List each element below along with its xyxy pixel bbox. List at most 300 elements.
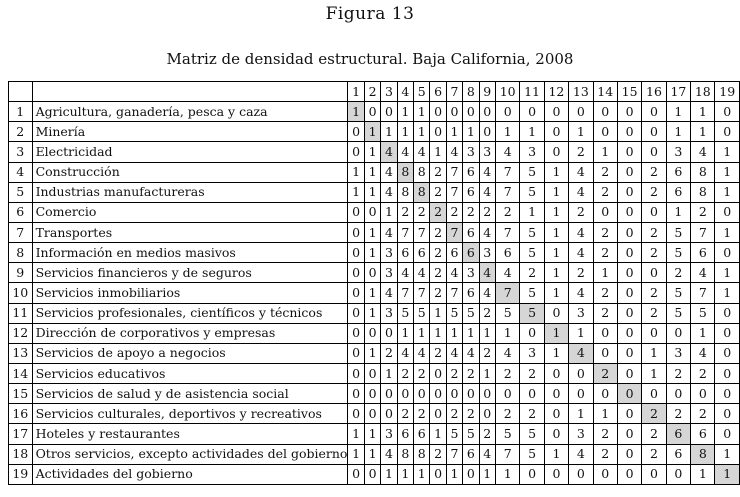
matrix-cell: 4 xyxy=(397,343,413,363)
matrix-cell: 7 xyxy=(495,444,519,464)
matrix-cell: 2 xyxy=(691,404,715,424)
matrix-cell: 0 xyxy=(479,102,495,122)
matrix-cell: 5 xyxy=(666,243,690,263)
matrix-cell: 3 xyxy=(479,243,495,263)
matrix-cell: 0 xyxy=(715,424,740,444)
matrix-cell: 4 xyxy=(479,182,495,202)
row-number: 15 xyxy=(9,384,33,404)
matrix-cell: 8 xyxy=(414,162,430,182)
table-row xyxy=(9,444,740,464)
matrix-cell: 0 xyxy=(463,464,479,484)
matrix-cell: 4 xyxy=(446,142,462,162)
row-sector-name: Servicios de apoyo a negocios xyxy=(32,343,348,363)
matrix-cell: 0 xyxy=(430,384,446,404)
matrix-cell: 1 xyxy=(569,323,593,343)
matrix-cell: 1 xyxy=(642,343,666,363)
table-row xyxy=(9,222,740,242)
matrix-cell: 2 xyxy=(430,243,446,263)
matrix-cell: 1 xyxy=(397,102,413,122)
diagonal-cell: 8 xyxy=(691,444,715,464)
row-sector-name: Servicios culturales, deportivos y recreativos xyxy=(32,404,348,424)
matrix-cell: 0 xyxy=(544,102,568,122)
matrix-cell: 0 xyxy=(642,102,666,122)
matrix-cell: 1 xyxy=(544,343,568,363)
matrix-cell: 0 xyxy=(430,464,446,484)
matrix-cell: 1 xyxy=(364,424,380,444)
matrix-cell: 0 xyxy=(617,102,641,122)
matrix-cell: 1 xyxy=(715,162,740,182)
matrix-cell: 6 xyxy=(463,182,479,202)
table-row xyxy=(9,343,740,363)
matrix-cell: 1 xyxy=(691,102,715,122)
matrix-cell: 5 xyxy=(666,222,690,242)
row-number: 2 xyxy=(9,122,33,142)
matrix-cell: 0 xyxy=(348,384,364,404)
diagonal-cell: 2 xyxy=(642,404,666,424)
matrix-cell: 1 xyxy=(495,323,519,343)
matrix-cell: 2 xyxy=(463,404,479,424)
matrix-cell: 0 xyxy=(569,363,593,383)
matrix-cell: 7 xyxy=(495,222,519,242)
matrix-cell: 3 xyxy=(520,142,544,162)
matrix-cell: 8 xyxy=(691,162,715,182)
matrix-cell: 2 xyxy=(569,263,593,283)
matrix-cell: 4 xyxy=(446,343,462,363)
column-header: 11 xyxy=(520,82,544,102)
row-sector-name: Transportes xyxy=(32,222,348,242)
matrix-cell: 1 xyxy=(364,142,380,162)
diagonal-cell: 7 xyxy=(495,283,519,303)
matrix-cell: 0 xyxy=(666,323,690,343)
matrix-cell: 2 xyxy=(642,283,666,303)
column-header: 9 xyxy=(479,82,495,102)
matrix-cell: 1 xyxy=(544,202,568,222)
figure-label: Figura 13 xyxy=(325,4,415,24)
matrix-cell: 0 xyxy=(364,202,380,222)
matrix-cell: 2 xyxy=(642,243,666,263)
matrix-cell: 4 xyxy=(381,182,397,202)
matrix-cell: 0 xyxy=(617,202,641,222)
matrix-cell: 0 xyxy=(544,424,568,444)
matrix-cell: 0 xyxy=(666,384,690,404)
row-number: 17 xyxy=(9,424,33,444)
matrix-cell: 0 xyxy=(617,182,641,202)
matrix-cell: 1 xyxy=(446,464,462,484)
matrix-cell: 5 xyxy=(520,424,544,444)
diagonal-cell: 2 xyxy=(430,202,446,222)
row-number: 13 xyxy=(9,343,33,363)
matrix-cell: 0 xyxy=(348,142,364,162)
diagonal-cell: 6 xyxy=(463,243,479,263)
matrix-cell: 0 xyxy=(479,384,495,404)
matrix-cell: 5 xyxy=(520,162,544,182)
row-sector-name: Servicios de salud y de asistencia social xyxy=(32,384,348,404)
matrix-cell: 1 xyxy=(544,283,568,303)
matrix-cell: 0 xyxy=(430,122,446,142)
table-title: Matriz de densidad estructural. Baja California, 2008 xyxy=(166,50,574,68)
matrix-cell: 0 xyxy=(617,283,641,303)
column-header: 1 xyxy=(348,82,364,102)
matrix-cell: 6 xyxy=(463,162,479,182)
matrix-cell: 0 xyxy=(569,464,593,484)
column-header: 15 xyxy=(617,82,641,102)
matrix-cell: 1 xyxy=(715,283,740,303)
row-number: 19 xyxy=(9,464,33,484)
matrix-cell: 1 xyxy=(414,464,430,484)
matrix-cell: 0 xyxy=(617,424,641,444)
matrix-cell: 6 xyxy=(414,243,430,263)
matrix-cell: 1 xyxy=(479,323,495,343)
diagonal-cell: 4 xyxy=(381,142,397,162)
matrix-cell: 2 xyxy=(430,444,446,464)
row-number: 7 xyxy=(9,222,33,242)
table-row xyxy=(9,384,740,404)
matrix-cell: 0 xyxy=(617,323,641,343)
matrix-cell: 0 xyxy=(364,363,380,383)
matrix-cell: 8 xyxy=(397,444,413,464)
matrix-cell: 1 xyxy=(715,263,740,283)
matrix-cell: 4 xyxy=(397,142,413,162)
matrix-cell: 2 xyxy=(593,243,617,263)
matrix-cell: 2 xyxy=(520,404,544,424)
matrix-cell: 0 xyxy=(617,444,641,464)
column-header: 7 xyxy=(446,82,462,102)
matrix-cell: 2 xyxy=(479,343,495,363)
row-sector-name: Servicios inmobiliarios xyxy=(32,283,348,303)
diagonal-cell: 1 xyxy=(364,122,380,142)
matrix-cell: 0 xyxy=(617,222,641,242)
matrix-cell: 5 xyxy=(414,303,430,323)
row-sector-name: Construcción xyxy=(32,162,348,182)
column-header: 12 xyxy=(544,82,568,102)
matrix-cell: 3 xyxy=(479,142,495,162)
row-number: 12 xyxy=(9,323,33,343)
matrix-cell: 1 xyxy=(544,444,568,464)
matrix-cell: 1 xyxy=(544,263,568,283)
matrix-cell: 4 xyxy=(414,263,430,283)
matrix-cell: 1 xyxy=(715,444,740,464)
matrix-cell: 0 xyxy=(348,323,364,343)
matrix-cell: 0 xyxy=(364,404,380,424)
matrix-cell: 1 xyxy=(348,444,364,464)
matrix-cell: 8 xyxy=(414,444,430,464)
matrix-cell: 4 xyxy=(569,444,593,464)
row-sector-name: Hoteles y restaurantes xyxy=(32,424,348,444)
matrix-cell: 3 xyxy=(520,343,544,363)
matrix-cell: 7 xyxy=(446,283,462,303)
matrix-cell: 2 xyxy=(666,363,690,383)
matrix-cell: 1 xyxy=(348,162,364,182)
matrix-cell: 2 xyxy=(569,142,593,162)
matrix-cell: 1 xyxy=(593,263,617,283)
row-number: 10 xyxy=(9,283,33,303)
matrix-cell: 4 xyxy=(495,263,519,283)
matrix-cell: 3 xyxy=(666,142,690,162)
diagonal-cell: 5 xyxy=(520,303,544,323)
diagonal-cell: 1 xyxy=(715,464,740,484)
matrix-cell: 0 xyxy=(495,384,519,404)
matrix-cell: 1 xyxy=(397,122,413,142)
matrix-cell: 0 xyxy=(642,384,666,404)
matrix-cell: 0 xyxy=(446,384,462,404)
matrix-cell: 1 xyxy=(544,222,568,242)
matrix-cell: 2 xyxy=(446,202,462,222)
matrix-cell: 6 xyxy=(666,162,690,182)
matrix-cell: 1 xyxy=(348,182,364,202)
matrix-cell: 0 xyxy=(617,303,641,323)
matrix-cell: 2 xyxy=(593,444,617,464)
matrix-cell: 2 xyxy=(397,363,413,383)
matrix-cell: 0 xyxy=(364,384,380,404)
matrix-cell: 4 xyxy=(495,142,519,162)
diagonal-cell: 8 xyxy=(397,162,413,182)
matrix-cell: 0 xyxy=(381,102,397,122)
matrix-cell: 8 xyxy=(397,182,413,202)
matrix-cell: 2 xyxy=(666,404,690,424)
matrix-cell: 0 xyxy=(364,102,380,122)
matrix-cell: 1 xyxy=(715,182,740,202)
matrix-cell: 1 xyxy=(430,142,446,162)
table-row xyxy=(9,263,740,283)
matrix-cell: 6 xyxy=(691,424,715,444)
matrix-cell: 4 xyxy=(463,343,479,363)
matrix-cell: 2 xyxy=(414,404,430,424)
row-number: 3 xyxy=(9,142,33,162)
diagonal-cell: 4 xyxy=(569,343,593,363)
matrix-cell: 0 xyxy=(691,384,715,404)
column-header: 14 xyxy=(593,82,617,102)
matrix-cell: 3 xyxy=(381,243,397,263)
matrix-cell: 2 xyxy=(642,303,666,323)
matrix-cell: 2 xyxy=(414,363,430,383)
matrix-cell: 0 xyxy=(364,263,380,283)
matrix-cell: 6 xyxy=(463,444,479,464)
matrix-cell: 6 xyxy=(666,444,690,464)
matrix-cell: 0 xyxy=(617,263,641,283)
matrix-cell: 7 xyxy=(397,283,413,303)
matrix-cell: 5 xyxy=(446,424,462,444)
matrix-cell: 3 xyxy=(569,424,593,444)
row-number: 4 xyxy=(9,162,33,182)
row-number: 1 xyxy=(9,102,33,122)
matrix-cell: 2 xyxy=(463,202,479,222)
matrix-cell: 2 xyxy=(593,283,617,303)
matrix-cell: 3 xyxy=(381,303,397,323)
matrix-cell: 1 xyxy=(414,323,430,343)
matrix-cell: 0 xyxy=(446,102,462,122)
matrix-cell: 0 xyxy=(642,263,666,283)
matrix-cell: 0 xyxy=(414,384,430,404)
matrix-cell: 0 xyxy=(642,323,666,343)
row-number: 18 xyxy=(9,444,33,464)
matrix-cell: 0 xyxy=(593,202,617,222)
matrix-cell: 1 xyxy=(691,122,715,142)
matrix-cell: 7 xyxy=(446,182,462,202)
matrix-cell: 0 xyxy=(617,363,641,383)
matrix-cell: 0 xyxy=(348,343,364,363)
matrix-cell: 0 xyxy=(617,122,641,142)
matrix-cell: 6 xyxy=(463,222,479,242)
matrix-cell: 2 xyxy=(593,222,617,242)
matrix-cell: 2 xyxy=(593,303,617,323)
matrix-cell: 1 xyxy=(364,343,380,363)
matrix-cell: 2 xyxy=(495,404,519,424)
diagonal-cell: 7 xyxy=(446,222,462,242)
matrix-cell: 7 xyxy=(495,162,519,182)
matrix-cell: 5 xyxy=(520,182,544,202)
matrix-cell: 0 xyxy=(348,464,364,484)
matrix-cell: 5 xyxy=(463,424,479,444)
matrix-cell: 1 xyxy=(446,323,462,343)
matrix-cell: 1 xyxy=(364,444,380,464)
diagonal-cell: 1 xyxy=(348,102,364,122)
matrix-cell: 1 xyxy=(381,122,397,142)
matrix-cell: 6 xyxy=(666,182,690,202)
matrix-cell: 0 xyxy=(666,464,690,484)
matrix-cell: 1 xyxy=(430,323,446,343)
matrix-cell: 1 xyxy=(414,102,430,122)
matrix-cell: 2 xyxy=(642,162,666,182)
row-sector-name: Industrias manufactureras xyxy=(32,182,348,202)
matrix-cell: 1 xyxy=(463,122,479,142)
row-sector-name: Minería xyxy=(32,122,348,142)
density-matrix-table xyxy=(8,81,740,485)
matrix-cell: 2 xyxy=(642,222,666,242)
row-number: 6 xyxy=(9,202,33,222)
matrix-cell: 1 xyxy=(691,323,715,343)
matrix-cell: 0 xyxy=(520,323,544,343)
matrix-cell: 0 xyxy=(397,384,413,404)
matrix-cell: 8 xyxy=(691,182,715,202)
matrix-cell: 0 xyxy=(617,404,641,424)
matrix-cell: 1 xyxy=(397,464,413,484)
matrix-cell: 1 xyxy=(446,122,462,142)
matrix-cell: 0 xyxy=(715,343,740,363)
matrix-cell: 5 xyxy=(495,424,519,444)
matrix-cell: 1 xyxy=(593,142,617,162)
matrix-cell: 2 xyxy=(479,303,495,323)
header-corner xyxy=(9,82,33,102)
matrix-cell: 4 xyxy=(414,142,430,162)
matrix-cell: 5 xyxy=(691,303,715,323)
matrix-cell: 0 xyxy=(348,303,364,323)
matrix-cell: 2 xyxy=(520,263,544,283)
matrix-cell: 2 xyxy=(569,202,593,222)
matrix-cell: 2 xyxy=(430,182,446,202)
matrix-cell: 4 xyxy=(569,162,593,182)
matrix-cell: 2 xyxy=(430,283,446,303)
matrix-cell: 6 xyxy=(691,243,715,263)
matrix-cell: 0 xyxy=(348,222,364,242)
matrix-cell: 7 xyxy=(414,283,430,303)
row-sector-name: Servicios profesionales, científicos y técnicos xyxy=(32,303,348,323)
row-number: 11 xyxy=(9,303,33,323)
matrix-cell: 0 xyxy=(348,122,364,142)
matrix-cell: 4 xyxy=(414,343,430,363)
diagonal-cell: 4 xyxy=(479,263,495,283)
matrix-cell: 0 xyxy=(544,384,568,404)
matrix-cell: 0 xyxy=(463,102,479,122)
matrix-cell: 0 xyxy=(617,142,641,162)
matrix-cell: 0 xyxy=(569,384,593,404)
matrix-cell: 1 xyxy=(414,122,430,142)
table-row xyxy=(9,122,740,142)
matrix-cell: 0 xyxy=(381,323,397,343)
column-header: 6 xyxy=(430,82,446,102)
matrix-cell: 4 xyxy=(691,263,715,283)
matrix-cell: 0 xyxy=(544,303,568,323)
diagonal-cell: 2 xyxy=(593,363,617,383)
matrix-cell: 0 xyxy=(617,464,641,484)
matrix-cell: 0 xyxy=(544,404,568,424)
row-number: 14 xyxy=(9,363,33,383)
matrix-cell: 4 xyxy=(691,142,715,162)
matrix-cell: 5 xyxy=(520,283,544,303)
matrix-cell: 1 xyxy=(364,162,380,182)
matrix-cell: 0 xyxy=(569,102,593,122)
matrix-cell: 0 xyxy=(715,243,740,263)
table-row xyxy=(9,363,740,383)
matrix-cell: 2 xyxy=(430,162,446,182)
matrix-cell: 1 xyxy=(348,424,364,444)
matrix-cell: 6 xyxy=(397,424,413,444)
matrix-cell: 0 xyxy=(617,162,641,182)
matrix-cell: 0 xyxy=(381,404,397,424)
matrix-cell: 4 xyxy=(495,343,519,363)
matrix-cell: 4 xyxy=(381,283,397,303)
column-header: 18 xyxy=(691,82,715,102)
matrix-cell: 2 xyxy=(446,404,462,424)
diagonal-cell: 8 xyxy=(414,182,430,202)
matrix-cell: 0 xyxy=(348,202,364,222)
column-header: 3 xyxy=(381,82,397,102)
matrix-cell: 5 xyxy=(397,303,413,323)
row-number: 5 xyxy=(9,182,33,202)
matrix-cell: 6 xyxy=(446,243,462,263)
matrix-cell: 1 xyxy=(479,464,495,484)
matrix-cell: 2 xyxy=(495,363,519,383)
matrix-cell: 2 xyxy=(691,202,715,222)
matrix-cell: 2 xyxy=(479,202,495,222)
matrix-cell: 7 xyxy=(446,444,462,464)
matrix-cell: 4 xyxy=(397,263,413,283)
matrix-cell: 0 xyxy=(520,464,544,484)
row-number: 8 xyxy=(9,243,33,263)
matrix-cell: 7 xyxy=(397,222,413,242)
matrix-cell: 0 xyxy=(593,384,617,404)
matrix-cell: 1 xyxy=(364,182,380,202)
matrix-cell: 0 xyxy=(430,404,446,424)
matrix-cell: 0 xyxy=(593,323,617,343)
matrix-cell: 4 xyxy=(381,222,397,242)
matrix-cell: 1 xyxy=(495,464,519,484)
matrix-cell: 0 xyxy=(520,102,544,122)
matrix-cell: 6 xyxy=(463,283,479,303)
matrix-cell: 2 xyxy=(397,404,413,424)
matrix-cell: 1 xyxy=(666,122,690,142)
matrix-cell: 1 xyxy=(381,464,397,484)
matrix-cell: 1 xyxy=(593,404,617,424)
table-row xyxy=(9,424,740,444)
matrix-cell: 1 xyxy=(691,464,715,484)
matrix-cell: 0 xyxy=(715,303,740,323)
matrix-cell: 0 xyxy=(642,122,666,142)
matrix-cell: 2 xyxy=(397,202,413,222)
matrix-cell: 5 xyxy=(520,444,544,464)
matrix-cell: 7 xyxy=(495,182,519,202)
matrix-cell: 6 xyxy=(414,424,430,444)
column-header: 16 xyxy=(642,82,666,102)
